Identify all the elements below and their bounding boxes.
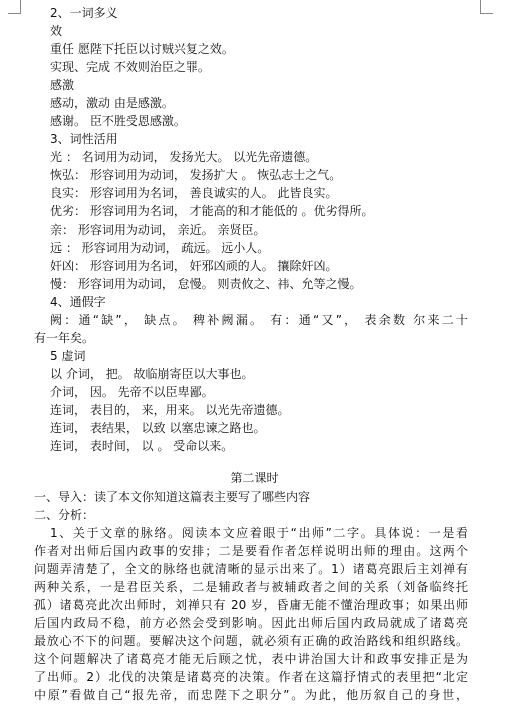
text-line: 慢： 形容词用为动词， 怠慢。 则责攸之、祎、允等之慢。 [50, 276, 362, 291]
heading-polysemy: 2、一词多义 [50, 6, 118, 20]
text-line: 实现、完成 不效则治臣之罪。 [50, 60, 210, 75]
paragraph-line: 这个问题解决了诸葛亮才能无后顾之忧，表中讲治国大计和政事安排正是为 [34, 651, 468, 666]
text-line: 重任 愿陛下托臣以讨贼兴复之效。 [50, 42, 234, 57]
section-title-lesson-two: 第二课时 [230, 471, 279, 486]
text-line: 感谢。 臣不胜受恩感激。 [50, 114, 186, 129]
text-line: 连词， 表目的， 来，用来。 以光先帝遗德。 [50, 402, 290, 417]
text-line: 连词， 表时间， 以 。 受命以来。 [50, 439, 234, 454]
text-line: 有一年矣。 [34, 330, 95, 345]
text-line: 阙：通“缺”， 缺点。 稗补阙漏。 有：通“又”， 表余数 尔来二十 [50, 312, 468, 327]
paragraph-line: 最放心不下的问题。要解决这个问题，就必须有正确的政治路线和组织路线。 [34, 633, 468, 648]
paragraph-line: 孤）诸葛亮此次出师时，刘禅只有 20 岁，昏庸无能不懂治理政事；如果出师 [34, 597, 468, 612]
paragraph-line: 中原”看做自己“报先帝，而忠陛下之职分”。为此，他历叙自己的身世， [34, 688, 468, 702]
text-line: 连词， 表结果， 以致 以塞忠谏之路也。 [50, 420, 266, 435]
text-line: 光 ： 名词用为动词， 发扬光大。 以光先帝遗德。 [50, 150, 318, 165]
text-line: 介词， 因。 先帝不以臣卑鄙。 [50, 384, 214, 399]
text-line: 恢弘： 形容词用为动词， 发扬扩大 。 恢弘志士之气。 [50, 168, 342, 183]
text-line: 二、分析： [34, 507, 95, 522]
heading-function-words: 5 虚词 [50, 348, 86, 363]
crop-mark-top-right-h [480, 13, 493, 14]
text-line: 良实： 形容词用为名词， 善良诚实的人。 此皆良实。 [50, 186, 338, 201]
text-line: 感激 [50, 78, 75, 93]
crop-mark-top-left-h [8, 13, 21, 14]
text-line: 效 [50, 24, 63, 39]
text-line: 感动，激动 由是感激。 [50, 96, 174, 111]
heading-loan-characters: 4、通假字 [50, 294, 106, 309]
text-line: 远 ： 形容词用为动词， 疏远。 远小人。 [50, 240, 270, 255]
heading-part-of-speech: 3、词性活用 [50, 132, 118, 147]
paragraph-line: 两种关系，一是君臣关系，二是辅政者与被辅政者之间的关系（刘备临终托 [34, 579, 468, 594]
crop-mark-top-left [20, 0, 21, 14]
text-line: 一、导入：读了本文你知道这篇表主要写了哪些内容 [34, 489, 311, 504]
crop-mark-top-right [480, 0, 481, 14]
text-line: 亲： 形容词用为动词， 亲近。 亲贤臣。 [50, 222, 266, 237]
paragraph-line: 1、关于文章的脉络。阅读本文应着眼于“出师”二字。具体说：一是看 [50, 525, 468, 540]
paragraph-line: 后国内政局不稳，前方必然会受到影响。因此出师后国内政局就成了诸葛亮 [34, 615, 468, 630]
paragraph-line: 了出师。2）北伐的决策是诸葛亮的决策。作者在这篇抒情式的表里把“北定 [34, 669, 468, 684]
text-line: 优劣： 形容词用为名词， 才能高的和才能低的 。优劣得所。 [50, 204, 374, 219]
text-line: 奸凶： 形容词用为名词， 奸邪凶顽的人。 攘除奸凶。 [50, 258, 338, 273]
paragraph-line: 作者对出师后国内政事的安排；二是要看作者怎样说明出师的理由。这两个 [34, 543, 468, 558]
paragraph-line: 问题弄清楚了，全文的脉络也就清晰的显示出来了。1）诸葛亮跟后主刘禅有 [34, 561, 468, 576]
text-line: 以 介词， 把。 故临崩寄臣以大事也。 [50, 366, 254, 381]
